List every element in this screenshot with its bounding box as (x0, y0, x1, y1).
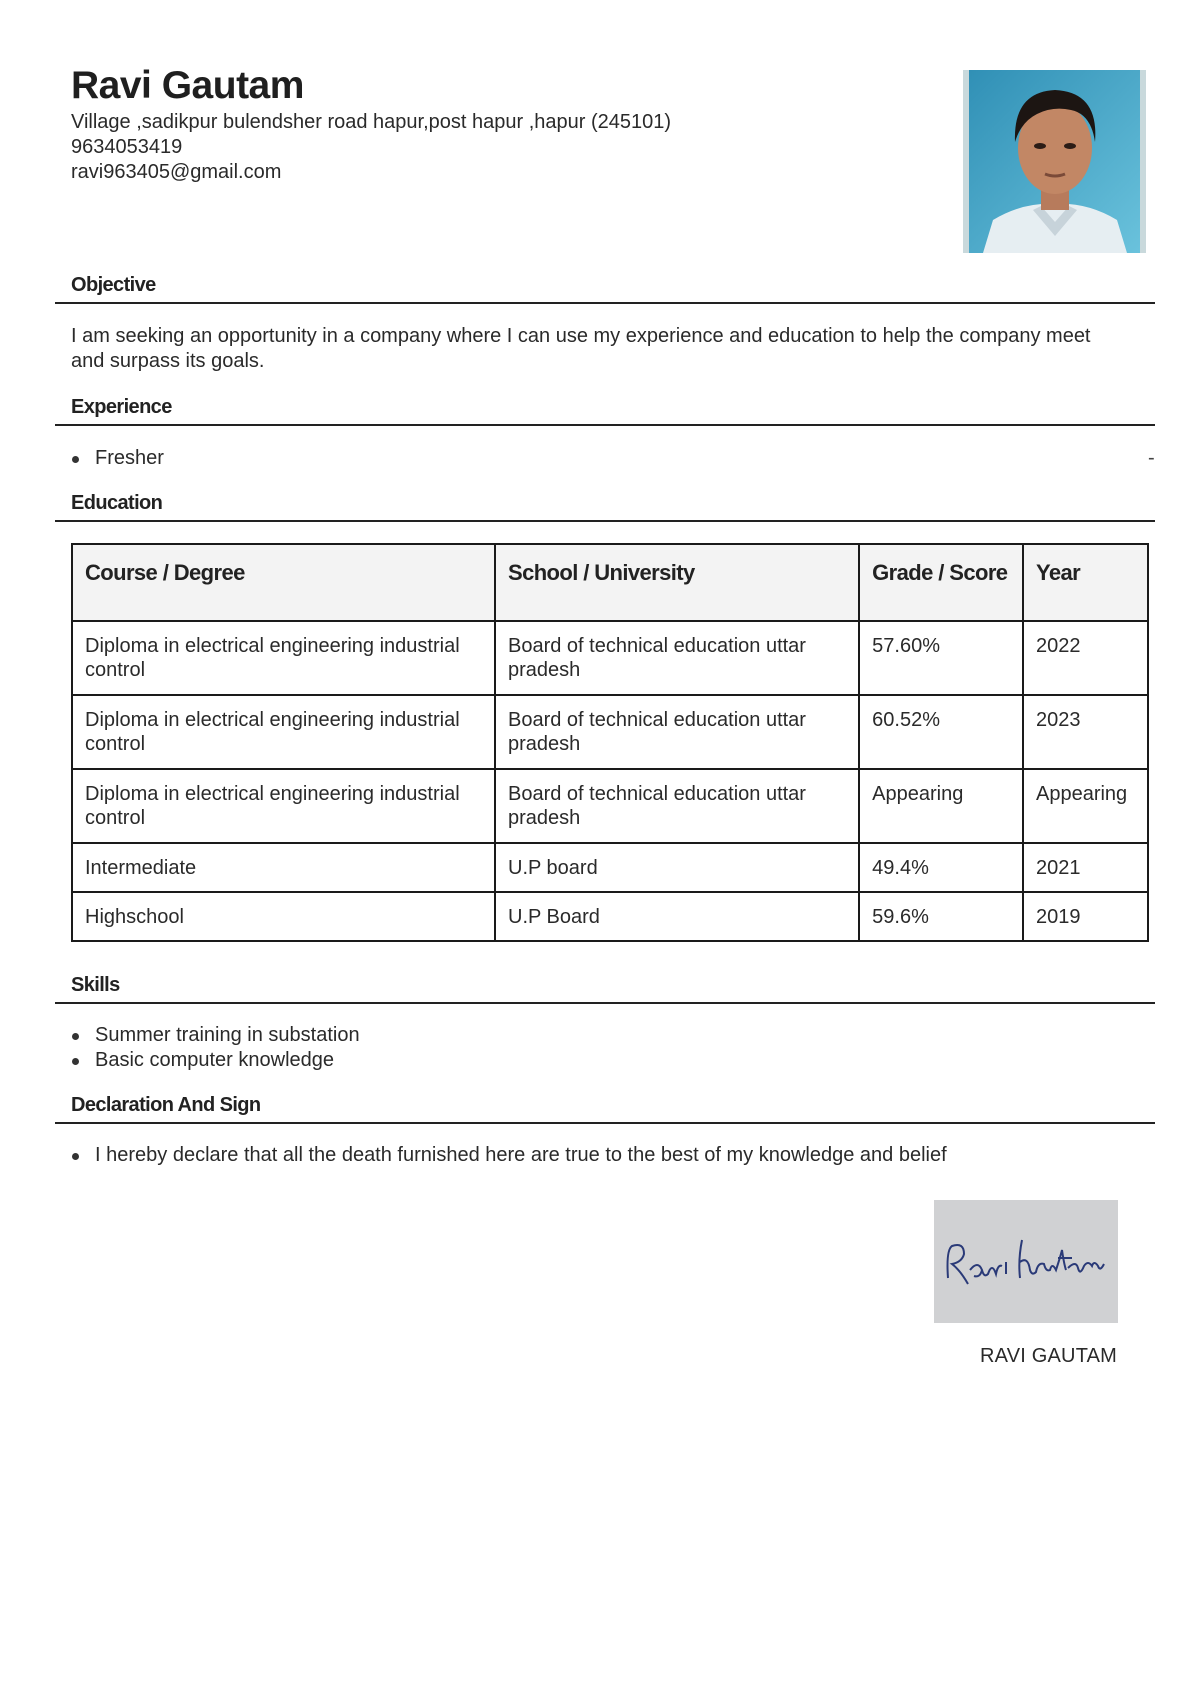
table-row (72, 621, 1148, 695)
phone-number: 9634053419 (71, 136, 183, 158)
experience-duration: - (1148, 447, 1155, 469)
column-header-school: School / University (495, 544, 859, 621)
skills-section-heading (55, 973, 1155, 1004)
table-row (72, 843, 1148, 892)
profile-photo (963, 70, 1146, 253)
cell-course: Intermediate (72, 843, 495, 892)
table-row (72, 695, 1148, 769)
education-heading-label: Education (71, 492, 163, 514)
cell-year: 2022 (1023, 621, 1148, 695)
printed-name: RAVI GAUTAM (980, 1345, 1118, 1367)
handwritten-signature (934, 1200, 1118, 1323)
experience-heading-label: Experience (71, 396, 172, 418)
cell-course: Diploma in electrical engineering industrial control (72, 695, 495, 769)
cell-grade: 60.52% (859, 695, 1023, 769)
objective-text: I am seeking an opportunity in a company where I can use my experience and education to help the company meet and surpass its goals. (71, 325, 1091, 372)
skills-list (71, 1023, 360, 1073)
education-table (71, 543, 1149, 942)
table-row (72, 769, 1148, 843)
cell-school: Board of technical education uttar pradesh (495, 695, 859, 769)
experience-list (71, 446, 164, 471)
cell-year: 2019 (1023, 892, 1148, 941)
table-header-row (72, 544, 1148, 621)
cell-school: U.P board (495, 843, 859, 892)
declaration-section-heading (55, 1093, 1155, 1124)
cell-school: Board of technical education uttar pradesh (495, 769, 859, 843)
objective-heading-label: Objective (71, 274, 156, 296)
column-header-course: Course / Degree (72, 544, 495, 621)
cell-year: Appearing (1023, 769, 1148, 843)
cell-grade: Appearing (859, 769, 1023, 843)
list-item: Summer training in substation (71, 1023, 360, 1048)
cell-year: 2021 (1023, 843, 1148, 892)
cell-course: Diploma in electrical engineering industrial control (72, 621, 495, 695)
column-header-grade: Grade / Score (859, 544, 1023, 621)
education-section-heading (55, 491, 1155, 522)
column-header-year: Year (1023, 544, 1148, 621)
list-item: I hereby declare that all the death furnished here are true to the best of my knowledge and belief (71, 1143, 947, 1168)
cell-course: Highschool (72, 892, 495, 941)
objective-section-heading (55, 273, 1155, 304)
address: Village ,sadikpur bulendsher road hapur,post hapur ,hapur (245101) (71, 111, 672, 133)
skills-heading-label: Skills (71, 974, 120, 996)
cell-year: 2023 (1023, 695, 1148, 769)
cell-school: Board of technical education uttar pradesh (495, 621, 859, 695)
cell-course: Diploma in electrical engineering industrial control (72, 769, 495, 843)
signature-image (934, 1200, 1118, 1323)
cell-school: U.P Board (495, 892, 859, 941)
cell-grade: 57.60% (859, 621, 1023, 695)
experience-section-heading (55, 395, 1155, 426)
cell-grade: 49.4% (859, 843, 1023, 892)
profile-photo-art (963, 70, 1146, 253)
list-item: Basic computer knowledge (71, 1048, 360, 1073)
contact-block (71, 110, 671, 185)
cell-grade: 59.6% (859, 892, 1023, 941)
table-row (72, 892, 1148, 941)
declaration-heading-label: Declaration And Sign (71, 1094, 261, 1116)
candidate-name: Ravi Gautam (71, 64, 304, 107)
list-item: Fresher (71, 446, 164, 471)
declaration-list (71, 1143, 947, 1168)
email-address: ravi963405@gmail.com (71, 161, 282, 183)
